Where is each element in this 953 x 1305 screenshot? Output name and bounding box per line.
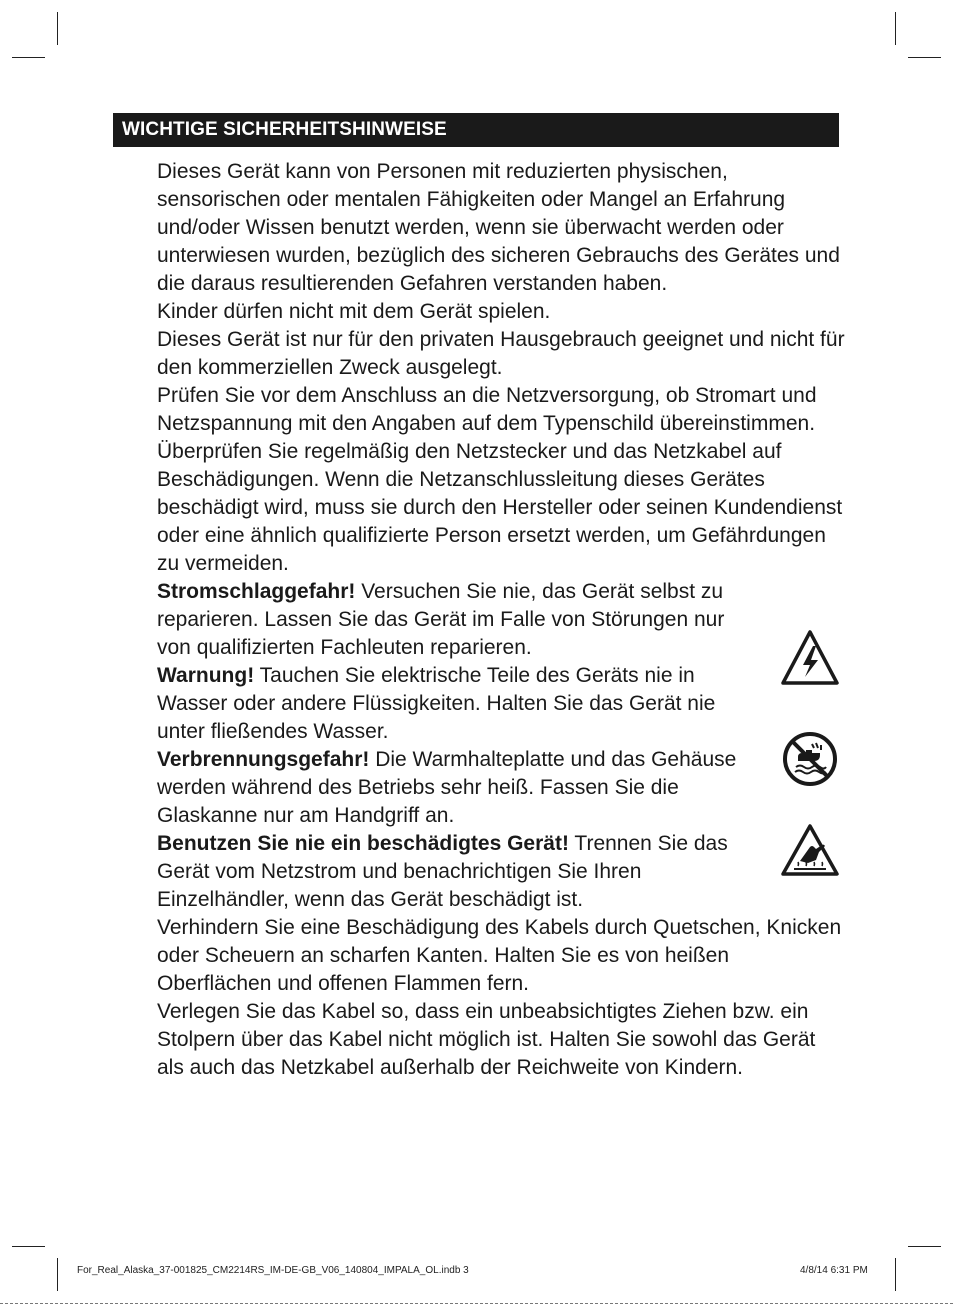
warning-lead: Stromschlaggefahr!	[157, 580, 356, 603]
footer-file-info: For_Real_Alaska_37-001825_CM2214RS_IM-DE-GB_V06_140804_IMPALA_OL.indb 3	[77, 1265, 469, 1276]
crop-mark	[12, 1246, 45, 1247]
crop-mark	[908, 1246, 941, 1247]
footer-date-time: 4/8/14 6:31 PM	[800, 1265, 868, 1276]
paragraph: Dieses Gerät ist nur für den privaten Hausgebrauch geeignet und nicht für den kommerziellen Zweck ausgelegt.	[157, 328, 845, 379]
warning-lead: Verbrennungsgefahr!	[157, 748, 370, 771]
warning-lead: Warnung!	[157, 664, 255, 687]
paragraph-shock-warning: Stromschlaggefahr! Versuchen Sie nie, das Gerät selbst zu reparieren. Lassen Sie das Gerät im Falle von Störungen nur von qualifizierten Fachleuten reparieren.	[157, 580, 725, 659]
crop-mark	[57, 12, 58, 45]
paragraph-water-warning: Warnung! Tauchen Sie elektrische Teile des Geräts nie in Wasser oder andere Flüssigkeiten. Halten Sie das Gerät nie unter fließendes Wasser.	[157, 664, 716, 743]
paragraph: Verhindern Sie eine Beschädigung des Kabels durch Quetschen, Knicken oder Scheuern an scharfen Kanten. Halten Sie es von heißen Oberflächen und offenen Flammen fern.	[157, 916, 842, 995]
crop-mark	[12, 57, 45, 58]
paragraph: Überprüfen Sie regelmäßig den Netzstecker und das Netzkabel auf Beschädigungen. Wenn die Netzanschlussleitung dieses Gerätes beschädigt wird, muss sie durch den Hersteller oder seinen Kundendienst oder eine ähnlich qualifizierte Person ersetzt werden, um Gefährdungen zu vermeiden.	[157, 440, 843, 575]
crop-mark	[908, 57, 941, 58]
paragraph: Dieses Gerät kann von Personen mit reduzierten physischen, sensorischen oder mentalen Fähigkeiten oder Mangel an Erfahrung und/oder Wissen benutzt werden, wenn sie überwacht werden oder unterwiesen wurden, bezüglich des sicheren Gebrauchs des Gerätes und die daraus resultierenden Gefahren verstanden haben.	[157, 160, 840, 295]
crop-mark	[895, 12, 896, 45]
section-title: WICHTIGE SICHERHEITSHINWEISE	[122, 119, 447, 140]
crop-mark	[57, 1258, 58, 1291]
electric-shock-warning-icon	[780, 629, 840, 687]
trim-line	[0, 1303, 953, 1304]
warning-lead: Benutzen Sie nie ein beschädigtes Gerät!	[157, 832, 569, 855]
paragraph-damaged-device: Benutzen Sie nie ein beschädigtes Gerät! Trennen Sie das Gerät vom Netzstrom und benachrichtigen Sie Ihren Einzelhändler, wenn das Gerät beschädigt ist.	[157, 832, 728, 911]
safety-instructions	[157, 158, 847, 1082]
crop-mark	[895, 1258, 896, 1291]
paragraph: Verlegen Sie das Kabel so, dass ein unbeabsichtigtes Ziehen bzw. ein Stolpern über das Kabel nicht möglich ist. Halten Sie sowohl das Gerät als auch das Netzkabel außerhalb der Reichweite von Kindern.	[157, 1000, 816, 1079]
hot-surface-warning-icon	[780, 823, 840, 878]
paragraph: Kinder dürfen nicht mit dem Gerät spielen.	[157, 300, 551, 323]
paragraph: Prüfen Sie vor dem Anschluss an die Netzversorgung, ob Stromart und Netzspannung mit den Angaben auf dem Typenschild übereinstimmen.	[157, 384, 817, 435]
paragraph-burn-warning: Verbrennungsgefahr! Die Warmhalteplatte und das Gehäuse werden während des Betriebs sehr heiß. Fassen Sie die Glaskanne nur am Handgriff an.	[157, 748, 737, 827]
no-water-immersion-icon	[782, 731, 838, 787]
section-header	[113, 113, 839, 147]
